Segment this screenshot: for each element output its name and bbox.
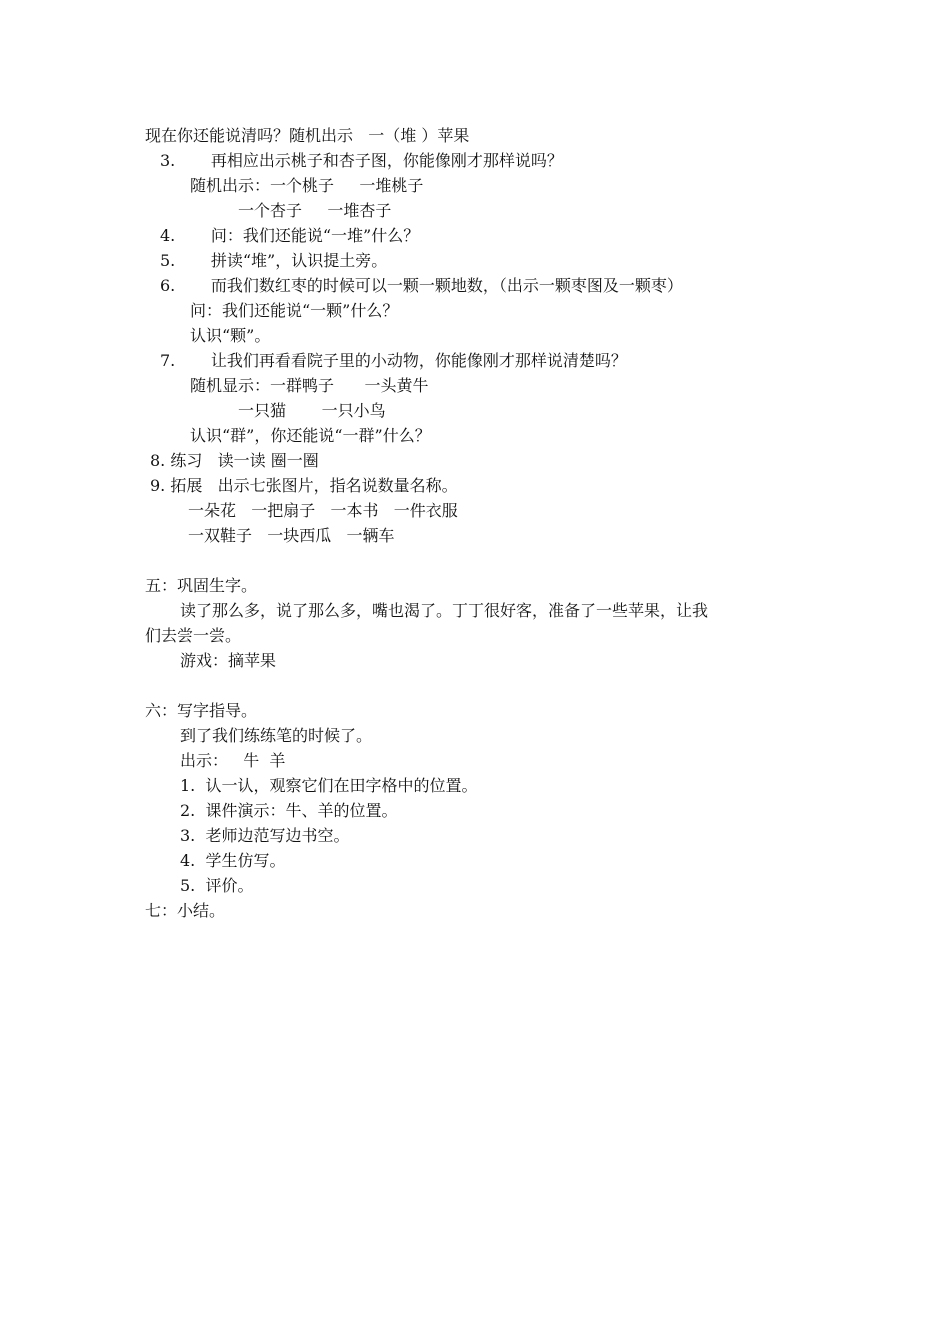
- text-line: 游戏：摘苹果: [180, 651, 277, 670]
- text-line: 一个杏子 一堆杏子: [238, 201, 392, 220]
- text-line: 一只猫 一只小鸟: [238, 401, 386, 420]
- list-item-6: 6. 而我们数红枣的时候可以一颗一颗地数，（出示一颗枣图及一颗枣）: [160, 276, 683, 295]
- list-item: 3. 老师边范写边书空。: [180, 826, 350, 845]
- text-line: 一朵花 一把扇子 一本书 一件衣服: [188, 501, 458, 520]
- text-line: 问：我们还能说“一颗”什么？: [190, 301, 399, 320]
- list-item: 5. 评价。: [180, 876, 254, 895]
- list-item-5: 5. 拼读“堆”，认识提土旁。: [160, 251, 388, 270]
- text-line: 随机出示：一个桃子 一堆桃子: [190, 176, 424, 195]
- text-line: 现在你还能说清吗？随机出示 一（堆 ）苹果: [145, 126, 470, 145]
- paragraph-line: 们去尝一尝。: [145, 626, 242, 645]
- section-heading: 五：巩固生字。: [145, 576, 258, 595]
- list-item-7: 7. 让我们再看看院子里的小动物，你能像刚才那样说清楚吗？: [160, 351, 627, 370]
- list-item: 4. 学生仿写。: [180, 851, 286, 870]
- text-line: 一双鞋子 一块西瓜 一辆车: [188, 526, 395, 545]
- text-line: 随机显示：一群鸭子 一头黄牛: [190, 376, 429, 395]
- section-heading: 七：小结。: [145, 901, 226, 920]
- list-item: 2. 课件演示：牛、羊的位置。: [180, 801, 398, 820]
- paragraph-line: 读了那么多，说了那么多，嘴也渴了。丁丁很好客，准备了一些苹果，让我: [180, 601, 709, 620]
- list-item: 1. 认一认，观察它们在田字格中的位置。: [180, 776, 478, 795]
- text-line: 出示： 牛 羊: [180, 751, 286, 770]
- list-item-8: 8. 练习 读一读 圈一圈: [150, 451, 319, 470]
- text-line: 认识“群”，你还能说“一群”什么？: [190, 426, 431, 445]
- list-item-3: 3. 再相应出示桃子和杏子图，你能像刚才那样说吗？: [160, 151, 563, 170]
- text-line: 到了我们练练笔的时候了。: [180, 726, 373, 745]
- list-item-4: 4. 问：我们还能说“一堆”什么？: [160, 226, 420, 245]
- list-item-9: 9. 拓展 出示七张图片，指名说数量名称。: [150, 476, 458, 495]
- text-line: 认识“颗”。: [190, 326, 271, 345]
- section-heading: 六：写字指导。: [145, 701, 258, 720]
